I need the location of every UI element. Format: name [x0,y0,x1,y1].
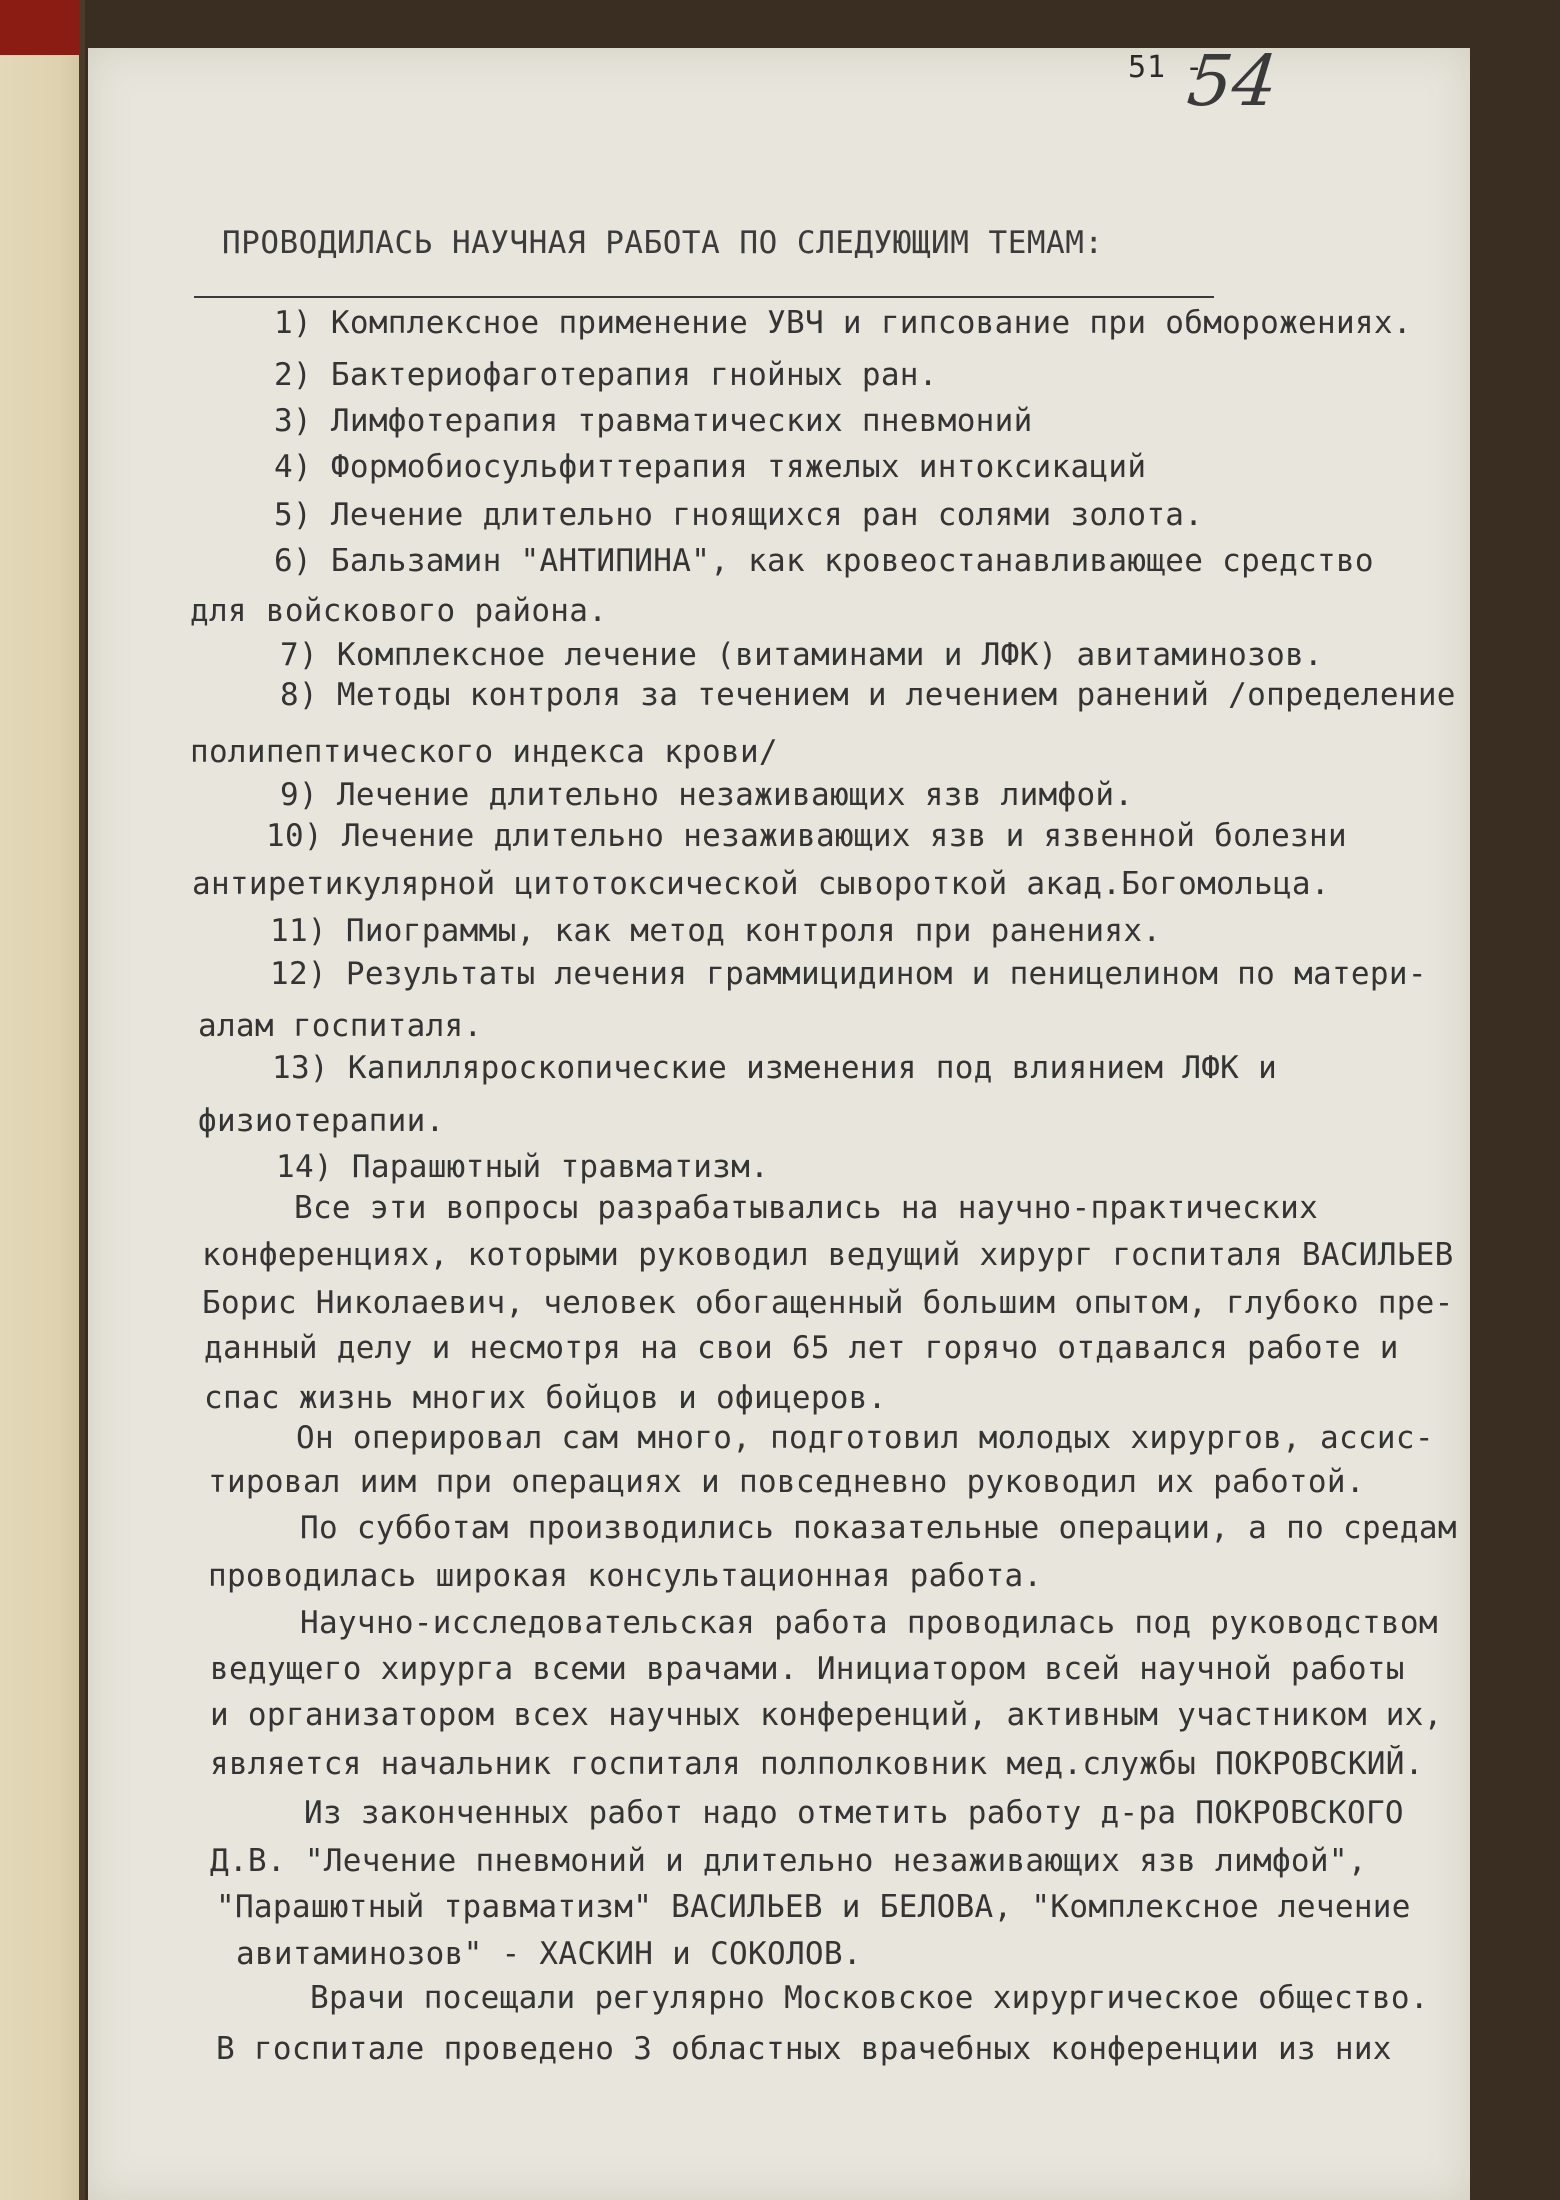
text-line: Врачи посещали регулярно Московское хирургическое общество. [310,1980,1429,2016]
text-line: конференциях, которыми руководил ведущий хирург госпиталя ВАСИЛЬЕВ [202,1237,1454,1273]
red-binding-strip [0,0,85,55]
text-line: и организатором всех научных конференций, активным участником их, [210,1697,1443,1733]
text-line: Научно-исследовательская работа проводилась под руководством [300,1605,1438,1641]
text-line: 3) Лимфотерапия травматических пневмоний [274,403,1033,439]
section-heading: ПРОВОДИЛАСЬ НАУЧНАЯ РАБОТА ПО СЛЕДУЮЩИМ ТЕМАМ: [222,225,1104,261]
text-line: алам госпиталя. [198,1008,483,1044]
text-line: По субботам производились показательные операции, а по средам [300,1510,1457,1546]
text-line: 6) Бальзамин "АНТИПИНА", как кровеостанавливающее средство [274,543,1374,579]
heading-underline [194,296,1214,298]
text-line: спас жизнь многих бойцов и офицеров. [204,1380,887,1416]
text-line: 8) Методы контроля за течением и лечением ранений /определение [280,677,1456,713]
text-line: 13) Капилляроскопические изменения под влиянием ЛФК и [272,1050,1278,1086]
handwritten-archive-number: 54 [1183,40,1282,122]
text-line: проводилась широкая консультационная работа. [208,1558,1043,1594]
text-line: 4) Формобиосульфиттерапия тяжелых интоксикаций [274,449,1147,485]
page-number: 51 - [1128,50,1205,85]
text-line: "Парашютный травматизм" ВАСИЛЬЕВ и БЕЛОВА, "Комплексное лечение [216,1889,1411,1925]
text-line: 5) Лечение длительно гноящихся ран солями золота. [274,497,1204,533]
text-line: Все эти вопросы разрабатывались на научно-практических [294,1190,1319,1226]
text-line: 12) Результаты лечения граммицидином и пеницелином по матери- [270,956,1427,992]
text-line: Борис Николаевич, человек обогащенный большим опытом, глубоко пре- [202,1285,1454,1321]
page-gap-shadow [79,0,85,2200]
text-line: антиретикулярной цитотоксической сывороткой акад.Богомольца. [192,866,1330,902]
text-line: тировал иим при операциях и повседневно руководил их работой. [208,1464,1365,1500]
text-line: 7) Комплексное лечение (витаминами и ЛФК) авитаминозов. [280,637,1323,673]
text-line: полипептического индекса крови/ [190,734,778,770]
text-line: является начальник госпиталя полполковник мед.службы ПОКРОВСКИЙ. [210,1746,1424,1782]
text-line: для войскового района. [190,593,608,629]
text-line: 10) Лечение длительно незаживающих язв и язвенной болезни [266,818,1347,854]
text-line: ведущего хирурга всеми врачами. Инициатором всей научной работы [210,1651,1405,1687]
text-line: Он оперировал сам много, подготовил молодых хирургов, ассис- [296,1420,1434,1456]
text-line: физиотерапии. [198,1103,445,1139]
text-line: авитаминозов" - ХАСКИН и СОКОЛОВ. [236,1936,862,1972]
text-line: 14) Парашютный травматизм. [276,1149,770,1185]
text-line: 2) Бактериофаготерапия гнойных ран. [274,357,938,393]
text-line: 9) Лечение длительно незаживающих язв лимфой. [280,777,1134,813]
adjacent-page-edge [0,0,85,2200]
text-line: Из законченных работ надо отметить работу д-ра ПОКРОВСКОГО [304,1795,1404,1831]
text-line: данный делу и несмотря на свои 65 лет горячо отдавался работе и [204,1330,1399,1366]
text-line: 11) Пиограммы, как метод контроля при ранениях. [270,913,1162,949]
text-line: 1) Комплексное применение УВЧ и гипсование при обморожениях. [274,305,1412,341]
text-line: Д.В. "Лечение пневмоний и длительно незаживающих язв лимфой", [210,1843,1367,1879]
text-line: В госпитале проведено 3 областных врачебных конференции из них [216,2031,1392,2067]
